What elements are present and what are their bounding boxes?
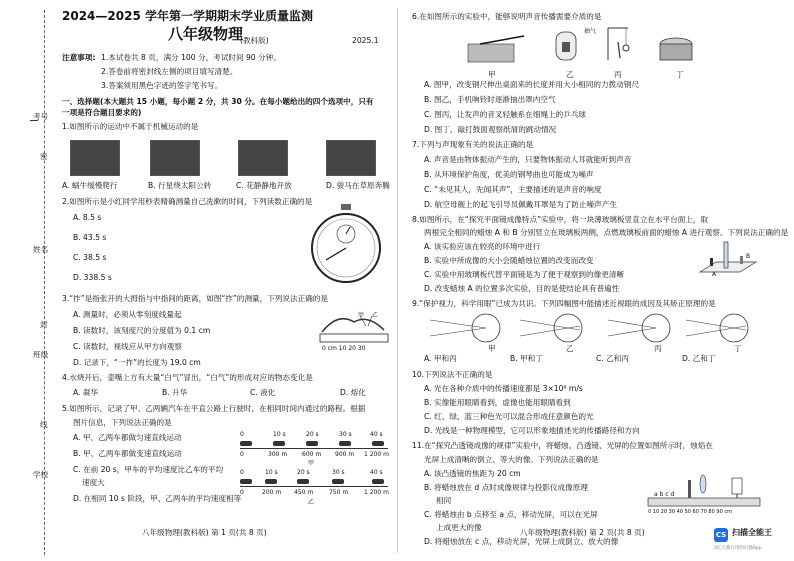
q7-option-d: D. 航空母舰上的起飞引导员佩戴耳罩是为了防止噪声产生 [424, 200, 617, 209]
q4-option-c: C. 液化 [250, 388, 276, 397]
page-divider [397, 8, 398, 553]
cars-yi [240, 479, 388, 485]
q3-option-b: B. 读数时，该刻度尺的分度值为 0.1 cm [73, 326, 211, 335]
q9-stem: 9.“保护视力，科学用眼”已成为共识。下列四幅图中能描述近视眼的成因及其矫正原理的是 [412, 299, 716, 308]
sidebar-banji: 班级 [33, 350, 49, 359]
q3-stem: 3.“拃”是指张开的大拇指与中指间的距离，如图“拃”的测量，下列说法正确的是 [62, 294, 328, 303]
car-motion-figure [240, 428, 388, 510]
q11-bench-scale: 0 10 20 30 40 50 60 70 80 90 cm [648, 509, 732, 515]
subject-title: 八年级物理 [168, 25, 244, 43]
q7-stem: 7.下列与声现象有关的说法正确的是 [412, 140, 534, 149]
q8-option-c: C. 实验中用玻璃板代替平面镜是为了便于观察到的像更清晰 [424, 270, 624, 279]
q8-option-d: D. 改变蜡烛 A 的位置多次实验，目的是使结论具有普遍性 [424, 284, 620, 293]
q9-label-jia: 甲 [488, 344, 496, 353]
section1-heading: 一、选择题(本大题共 15 小题，每小题 2 分，共 30 分。在每小题给出的四个选项中，只有 [62, 97, 374, 106]
q2-option-c: C. 38.5 s [73, 253, 107, 262]
car-icon [339, 441, 351, 446]
q4-option-b: B. 升华 [162, 388, 188, 397]
edition: (教科版) [240, 36, 269, 45]
q6-label-jia: 甲 [488, 70, 496, 79]
note-3: 3.答案须用黑色字迹的签字笔书写。 [101, 81, 223, 90]
q5-option-d: D. 在相同 10 s 阶段，甲、乙两车的平均速度相等 [73, 494, 242, 503]
q3-option-c: C. 读数时，视线应从甲方向观察 [73, 342, 182, 351]
q8-option-b: B. 实验中所成像的大小会随蜡烛位置的改变而改变 [424, 256, 594, 265]
q11-stem: 11.在“探究凸透镜成像的规律”实验中，将蜡烛、凸透镜、光屏的位置如图所示时，烛焰在 [412, 441, 713, 450]
q1-stem: 1.如图所示的运动中不属于机械运动的是 [62, 122, 199, 131]
q7-option-a: A. 声音是由物体振动产生的，只要物体振动人耳就能听到声音 [424, 155, 632, 164]
q11-option-c2: 上成更大的像 [436, 523, 482, 532]
distance-label: 450 m [294, 489, 314, 496]
scanner-logo-icon: CS [714, 528, 728, 542]
distance-label: 0 [240, 489, 244, 496]
sidebar-xian: 线 [40, 420, 48, 429]
q11-option-b: B. 将蜡烛放在 d 点时成像规律与投影仪成像原理 [424, 483, 588, 492]
q6-label-ding: 丁 [676, 70, 684, 79]
q8-stem2: 两根完全相同的蜡烛 A 和 B 分别竖立在玻璃板两侧，点燃玻璃板前面的蜡烛 A 进行观察。下列说法正确的是 [424, 228, 789, 237]
q5-label-yi: 乙 [308, 499, 315, 506]
q9-option-a: A. 甲和丙 [424, 354, 457, 363]
scanner-app-name: 扫描全能王 [732, 528, 772, 537]
distance-label: 200 m [262, 489, 282, 496]
footer-right: 八年级物理(教科版) 第 2 页(共 8 页) [520, 528, 645, 537]
footer-left: 八年级物理(教科版) 第 1 页(共 8 页) [142, 528, 267, 537]
q6-option-b: B. 图乙，手机响铃时逐渐抽出罩内空气 [424, 95, 556, 104]
q5-option-c2: 速度大 [82, 478, 105, 487]
q3-label-yi: 乙 [372, 312, 379, 319]
time-label: 10 s [265, 469, 278, 476]
time-label: 20 s [297, 469, 310, 476]
q3-ruler-scale: 0 cm 10 20 30 [322, 345, 366, 352]
q1-option-a: A. 蜗牛缓慢爬行 [62, 181, 118, 190]
sidebar-xuexiao: 学校 [33, 470, 49, 479]
exam-date: 2025.1 [352, 36, 379, 45]
car-icon [372, 479, 384, 484]
q1-fig-flower [238, 140, 288, 176]
q9-option-b: B. 甲和丁 [510, 354, 543, 363]
q3-label-jia: 甲 [358, 312, 365, 319]
note-2: 2.答卷前将密封线左侧的项目填写清楚。 [101, 67, 238, 76]
time-label: 30 s [339, 431, 352, 438]
q1-option-c: C. 花静静地开放 [236, 181, 292, 190]
distance-label: 900 m [335, 451, 355, 458]
q5-option-b: B. 甲、乙两车都做变速直线运动 [73, 449, 182, 458]
distance-label: 0 [240, 451, 244, 458]
q11-stem2: 光屏上成清晰的倒立、等大的像。下列说法正确的是 [424, 455, 599, 464]
q4-option-d: D. 熔化 [340, 388, 366, 397]
q10-option-c: C. 红、绿、蓝三种色光可以混合形成任意颜色的光 [424, 412, 594, 421]
q5-stem: 5.如图所示，记录了甲、乙两辆汽车在平直公路上行驶时，在相同时间内通过的路程。根据 [62, 404, 366, 413]
car-icon [332, 479, 344, 484]
q5-stem2: 图片信息，下列说法正确的是 [73, 418, 172, 427]
q5-option-a: A. 甲、乙两车都做匀速直线运动 [73, 433, 182, 442]
distance-label: 1 200 m [364, 451, 389, 458]
q4-stem: 4.水烧开后，壶嘴上方有大量“白气”冒出，“白气”的形成对应的物态变化是 [62, 373, 313, 382]
q10-stem: 10.下列说法不正确的是 [412, 370, 493, 379]
q7-option-b: B. 从环境保护角度，优美的钢琴曲也可能成为噪声 [424, 170, 594, 179]
q8-label-b: B [746, 253, 751, 260]
time-label: 20 s [306, 431, 319, 438]
distance-label: 750 m [329, 489, 349, 496]
dist-row-jia [240, 450, 388, 459]
q2-option-a: A. 8.5 s [73, 213, 102, 222]
q5-label-jia: 甲 [308, 460, 315, 467]
q4-option-a: A. 凝华 [73, 388, 99, 397]
scanner-tagline: 3亿人都在用的扫描App [714, 546, 762, 551]
time-label: 0 [240, 431, 244, 438]
q9-option-d: D. 乙和丁 [682, 354, 716, 363]
q3-option-d: D. 记录下，“一拃”的长度为 19.0 cm [73, 358, 201, 367]
sidebar-kaohao: 考号 [33, 112, 49, 121]
q9-option-c: C. 乙和丙 [596, 354, 629, 363]
time-label: 40 s [370, 469, 383, 476]
distance-label: 600 m [302, 451, 322, 458]
car-icon [240, 479, 252, 484]
q8-option-a: A. 该实验应该在较亮的环境中进行 [424, 242, 541, 251]
q11-option-d: D. 将蜡烛放在 c 点，移动光屏，光屏上成倒立、放大的像 [424, 537, 619, 546]
section1-heading2: 一项是符合题目要求的) [62, 108, 142, 117]
q6-figures [468, 26, 696, 68]
q3-option-a: A. 测量时，必须从零刻度线量起 [73, 310, 182, 319]
q11-option-a: A. 该凸透镜的焦距为 20 cm [424, 469, 521, 478]
notes-label: 注意事项: [62, 53, 96, 62]
time-label: 40 s [370, 431, 383, 438]
distance-label: 1 200 m [364, 489, 389, 496]
car-icon [306, 441, 318, 446]
q6-fig-label: 抽气 [584, 28, 597, 35]
q1-fig-horse [326, 140, 376, 176]
q9-label-bing: 丙 [654, 344, 662, 353]
q11-bench-points: a b c d [654, 491, 675, 498]
times-row-jia [240, 430, 388, 439]
note-1: 1.本试卷共 8 页，满分 100 分，考试时间 90 分钟。 [101, 53, 281, 62]
q10-option-b: B. 实像能用眼睛看到，虚像也能用眼睛看到 [424, 398, 571, 407]
time-label: 0 [240, 469, 244, 476]
q9-label-ding: 丁 [734, 344, 742, 353]
q8-label-a: A [712, 271, 717, 278]
q7-option-c: C. “未见其人，先闻其声”，主要描述的是声音的响度 [424, 185, 602, 194]
q10-option-a: A. 光在各种介质中的传播速度都是 3×10⁸ m/s [424, 384, 583, 393]
q5-option-c: C. 在前 20 s，甲车的平均速度比乙车的平均 [73, 465, 224, 474]
distance-label: 300 m [268, 451, 288, 458]
car-icon [265, 479, 277, 484]
q1-option-b: B. 行星绕太阳公转 [148, 181, 212, 190]
q2-option-d: D. 338.5 s [73, 273, 112, 282]
time-label: 30 s [332, 469, 345, 476]
car-icon [297, 479, 309, 484]
exam-title: 2024—2025 学年第一学期期末学业质量监测 [62, 9, 313, 23]
time-label: 10 s [273, 431, 286, 438]
q11-option-c: C. 将蜡烛由 b 点移至 a 点，移动光屏，可以在光屏 [424, 510, 598, 519]
q2-stem: 2.如图所示是小红同学用秒表精确测量自己洗漱的时间，下列读数正确的是 [62, 197, 313, 206]
sidebar-mi: 密 [40, 152, 48, 161]
q1-fig-snail [70, 140, 120, 176]
q9-label-yi: 乙 [566, 344, 574, 353]
sidebar-xingming: 姓名 [33, 245, 49, 254]
q1-option-d: D. 骏马在草原奔腾 [326, 181, 390, 190]
stopwatch-figure [310, 204, 382, 284]
sidebar-feng: 封 [40, 320, 48, 329]
q6-label-yi: 乙 [566, 70, 574, 79]
q6-option-a: A. 图甲，改变钢尺伸出桌面来的长度并用大小相同的力拨动钢尺 [424, 80, 639, 89]
q11-option-b2: 相同 [436, 496, 452, 505]
q6-label-bing: 丙 [614, 70, 622, 79]
q6-option-c: C. 图丙，让发声的音叉轻触系在细绳上的乒乓球 [424, 110, 587, 119]
cars-jia [240, 441, 388, 447]
times-row-yi [240, 468, 388, 477]
q10-option-d: D. 光线是一种物理模型，它可以形象地描述光的传播路径和方向 [424, 426, 640, 435]
car-icon [372, 441, 384, 446]
eye-diagrams [430, 312, 760, 344]
q6-option-d: D. 图丁，敲打鼓面观察纸屑的跳动情况 [424, 125, 557, 134]
dist-row-yi [240, 488, 388, 497]
car-icon [240, 441, 252, 446]
q2-option-b: B. 43.5 s [73, 233, 107, 242]
q8-stem: 8.如图所示，在“探究平面镜成像特点”实验中，将一块薄玻璃板竖直立在水平台面上，取 [412, 215, 709, 224]
q1-fig-planet [150, 140, 200, 176]
mirror-experiment-figure [700, 240, 756, 282]
q6-stem: 6.在如图所示的实验中，能够说明声音传播需要介质的是 [412, 12, 602, 21]
car-icon [273, 441, 285, 446]
